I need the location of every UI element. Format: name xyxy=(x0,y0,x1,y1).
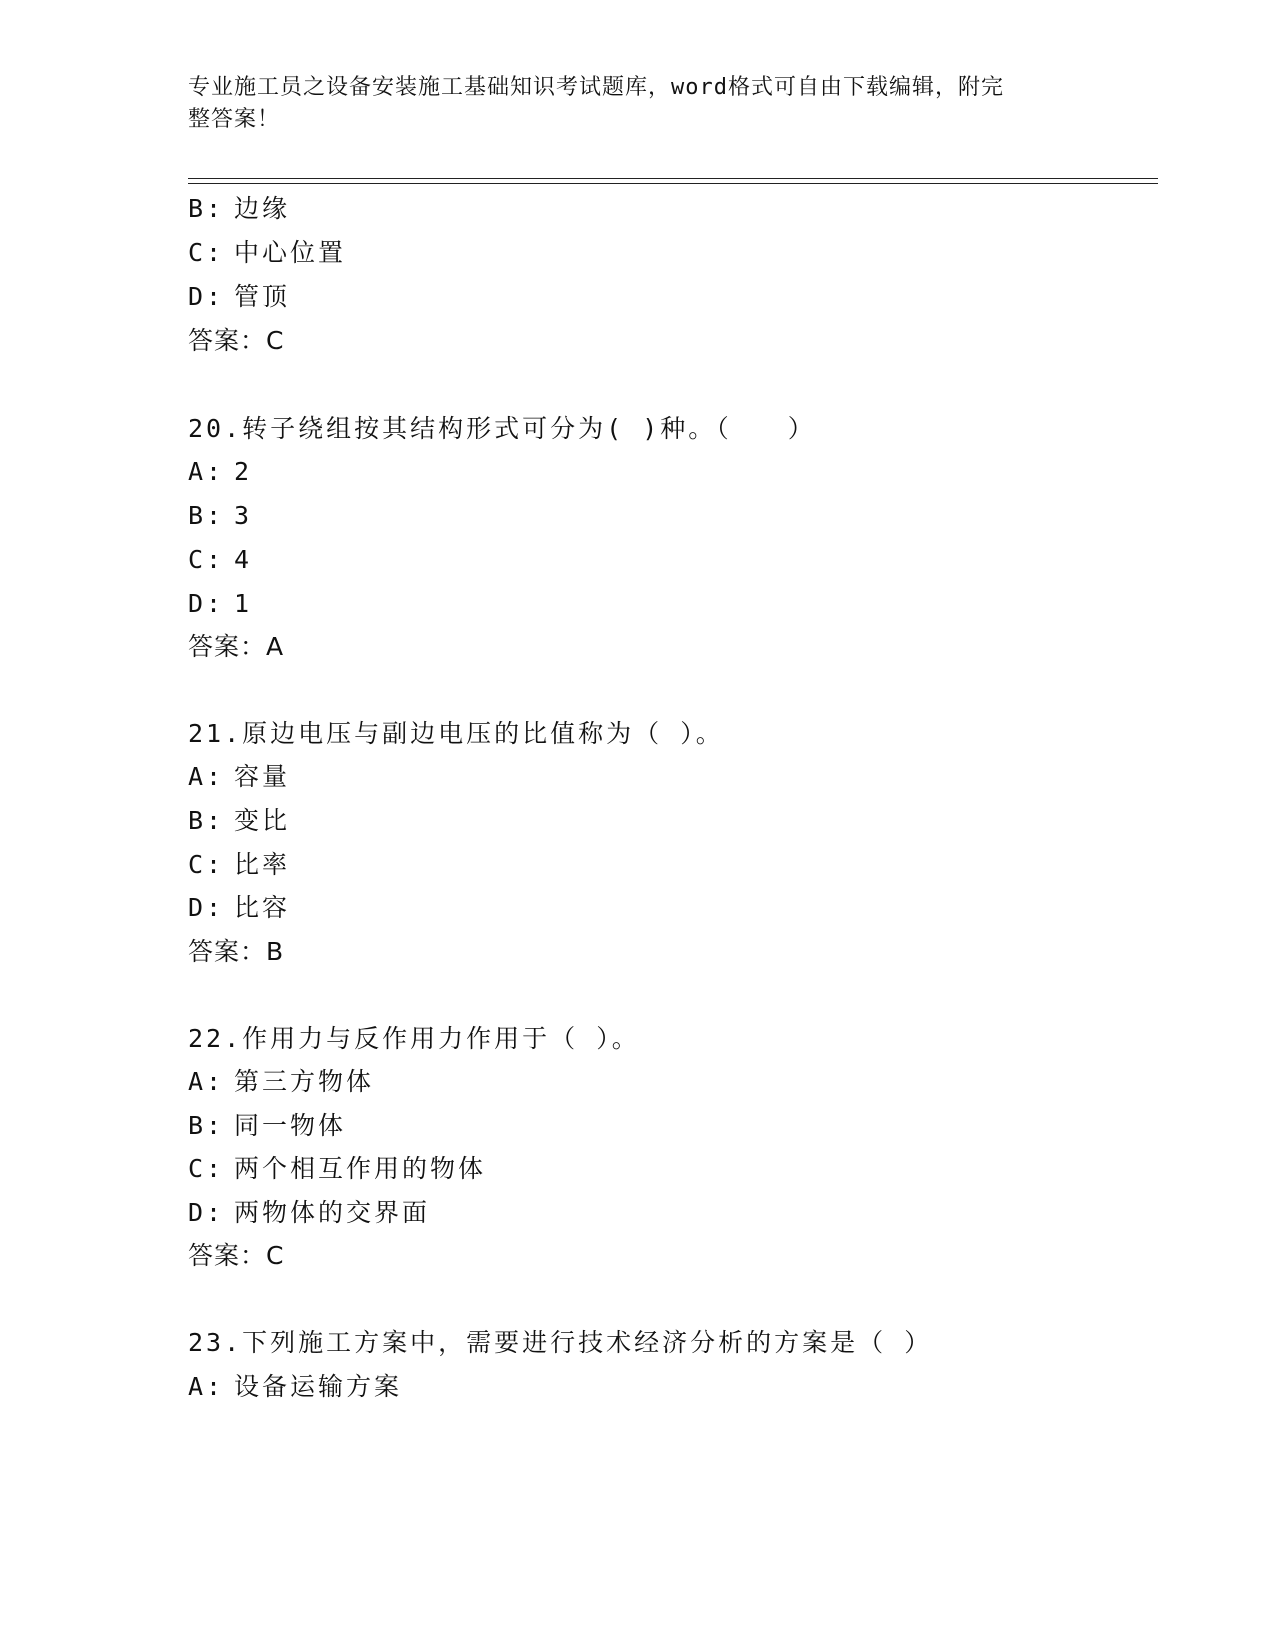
option-label: C: xyxy=(188,1154,225,1183)
q23-question: 23.下列施工方案中，需要进行技术经济分析的方案是（ ） xyxy=(188,1328,933,1357)
option-text: 两个相互作用的物体 xyxy=(234,1154,487,1183)
q22-option-c xyxy=(188,1152,486,1186)
option-text: 3 xyxy=(234,501,253,530)
q22-answer: 答案：C xyxy=(188,1241,285,1270)
q21-answer: 答案：B xyxy=(188,937,285,966)
q21-option-c xyxy=(188,848,290,882)
q20-option-d xyxy=(188,587,252,621)
option-text: 边缘 xyxy=(234,194,291,223)
option-text: 同一物体 xyxy=(234,1111,347,1140)
option-label: B: xyxy=(188,806,225,835)
option-text: 容量 xyxy=(234,762,291,791)
option-text: 2 xyxy=(234,457,253,486)
q20-question: 20.转子绕组按其结构形式可分为( )种。（ ） xyxy=(188,414,816,443)
q21-option-d xyxy=(188,891,290,925)
q22-option-d xyxy=(188,1196,430,1230)
option-label: C: xyxy=(188,238,225,267)
option-label: D: xyxy=(188,893,225,922)
option-label: D: xyxy=(188,589,225,618)
q20-answer: 答案：A xyxy=(188,632,285,661)
option-text: 中心位置 xyxy=(234,238,347,267)
option-text: 管顶 xyxy=(234,282,291,311)
q20-option-c xyxy=(188,543,252,577)
q19-option-b xyxy=(188,192,290,226)
option-label: A: xyxy=(188,762,225,791)
option-label: C: xyxy=(188,545,225,574)
q22-option-b xyxy=(188,1109,346,1143)
header-divider-bottom xyxy=(188,183,1158,184)
header-line-2: 整答案！ xyxy=(188,107,281,132)
q20-option-b xyxy=(188,499,252,533)
option-text: 4 xyxy=(234,545,253,574)
option-label: B: xyxy=(188,1111,225,1140)
option-text: 第三方物体 xyxy=(234,1067,375,1096)
q19-option-d xyxy=(188,280,290,314)
q21-question: 21.原边电压与副边电压的比值称为（ ）。 xyxy=(188,719,724,748)
option-text: 设备运输方案 xyxy=(234,1372,403,1401)
option-text: 1 xyxy=(234,589,253,618)
option-label: C: xyxy=(188,850,225,879)
header-line-1: 专业施工员之设备安装施工基础知识考试题库，word格式可自由下载编辑，附完 xyxy=(188,75,1004,100)
q21-option-a xyxy=(188,760,290,794)
q23-option-a xyxy=(188,1370,402,1404)
option-text: 比率 xyxy=(234,850,291,879)
document-header xyxy=(188,72,1068,136)
q21-option-b xyxy=(188,804,290,838)
option-label: B: xyxy=(188,194,225,223)
q19-option-c xyxy=(188,236,346,270)
option-text: 变比 xyxy=(234,806,291,835)
option-text: 比容 xyxy=(234,893,291,922)
option-label: A: xyxy=(188,1372,225,1401)
option-label: D: xyxy=(188,282,225,311)
q22-question: 22.作用力与反作用力作用于（ ）。 xyxy=(188,1024,640,1053)
header-divider-top xyxy=(188,178,1158,179)
q19-answer: 答案：C xyxy=(188,326,285,355)
option-label: A: xyxy=(188,457,225,486)
q20-option-a xyxy=(188,455,252,489)
option-text: 两物体的交界面 xyxy=(234,1198,431,1227)
option-label: D: xyxy=(188,1198,225,1227)
option-label: B: xyxy=(188,501,225,530)
q22-option-a xyxy=(188,1065,374,1099)
option-label: A: xyxy=(188,1067,225,1096)
